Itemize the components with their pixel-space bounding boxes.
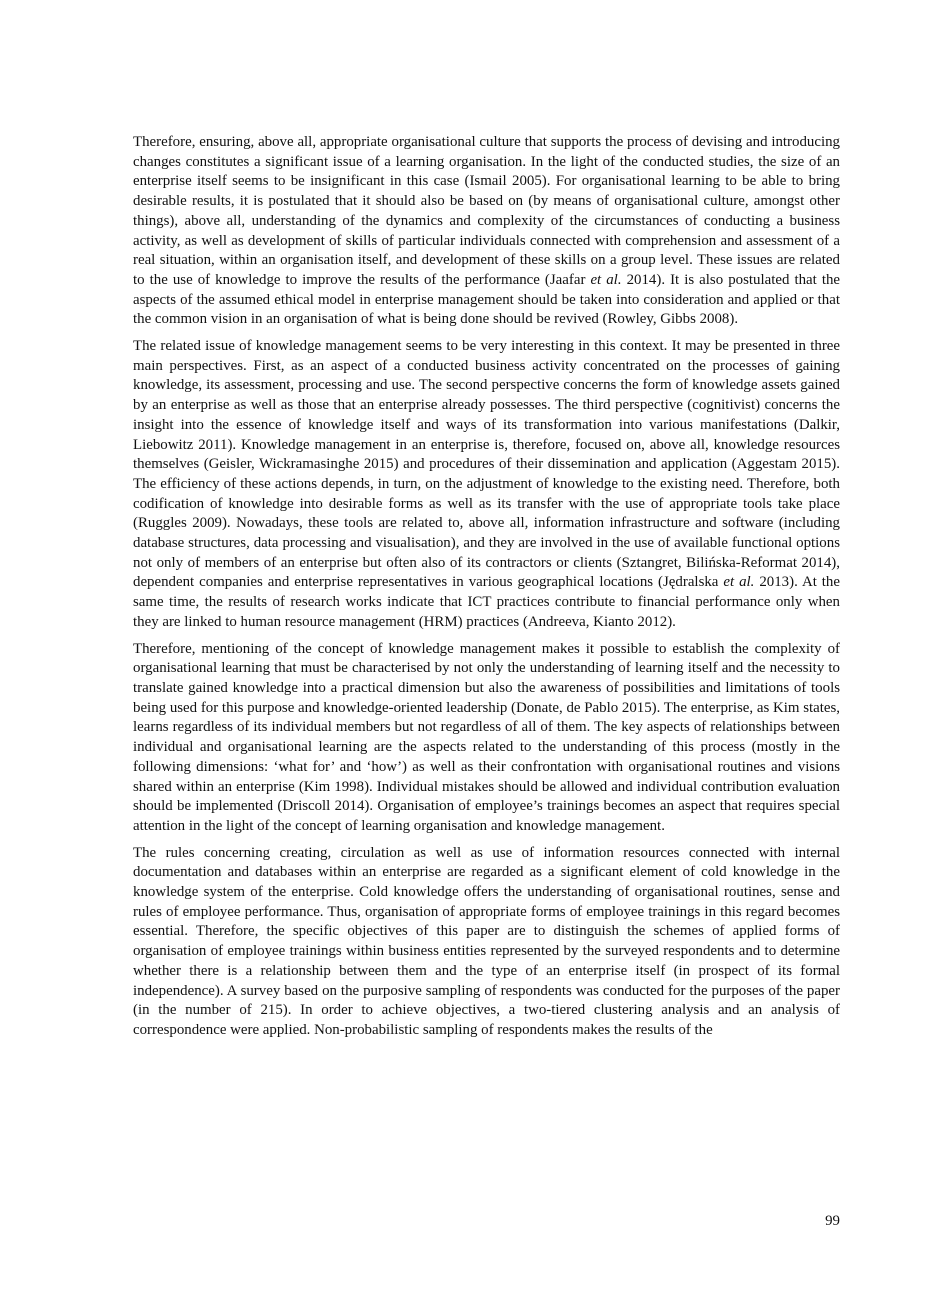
paragraph-1 — [133, 133, 840, 330]
page-body — [133, 133, 840, 1048]
page-number: 99 — [825, 1213, 840, 1229]
paragraph-1-text-b: 2014). It is also postulated that the aspects of the assumed ethical model in enterprise management should be taken into consideration and applied or that the common vision in an organisation of what is being done should be revived (Rowley, Gibbs 2008). — [133, 271, 841, 328]
paragraph-2-text-a: The related issue of knowledge management seems to be very interesting in this context. It may be presented in three main perspectives. First, as an aspect of a conducted business activity concentrated on the processes of gaining knowledge, its assessment, processing and use. The second perspective concerns the form of knowledge assets gained by an enterprise as well as those that an enterprise already possesses. The third perspective (cognitivist) concerns the insight into the essence of knowledge itself and ways of its transformation into various manifestations (Dalkir, Liebowitz 2011). Knowledge management in an enterprise is, therefore, focused on, above all, knowledge resources themselves (Geisler, Wickramasinghe 2015) and procedures of their dissemination and application (Aggestam 2015). The efficiency of these actions depends, in turn, on the adjustment of knowledge to the existing need. Therefore, both codification of knowledge into desirable forms as well as its transfer with the use of appropriate tools take place (Ruggles 2009). Nowadays, these tools are related to, above all, information infrastructure and software (including database structures, data processing and visualisation), and they are involved in the use of available functional options not only of members of an enterprise but often also of its contractors or clients (Sztangret, Bilińska-Reformat 2014), dependent companies and enterprise representatives in various geographical locations (Jędralska — [133, 338, 840, 591]
paragraph-3-text: Therefore, mentioning of the concept of knowledge management makes it possible to establish the complexity of organisational learning that must be characterised by not only the understanding of learning itself and the necessity to translate gained knowledge into a practical dimension but also the awareness of possibilities and limitations of tools being used for this purpose and knowledge-oriented leadership (Donate, de Pablo 2015). The enterprise, as Kim states, learns regardless of its individual members but not regardless of all of them. The key aspects of relationships between individual and organisational learning are the aspects related to the understanding of this process (mostly in the following dimensions: ‘what for’ and ‘how’) as well as their confrontation with organisational routines and visions shared within an enterprise (Kim 1998). Individual mistakes should be allowed and individual contribution evaluation should be implemented (Driscoll 2014). Organisation of employee’s trainings becomes an aspect that requires special attention in the light of the concept of learning organisation and knowledge management. — [133, 640, 840, 834]
paragraph-1-text-a: Therefore, ensuring, above all, appropriate organisational culture that supports the process of devising and introducing changes constitutes a significant issue of a learning organisation. In the light of the conducted studies, the size of an enterprise itself seems to be insignificant in this case (Ismail 2005). For organisational learning to be able to bring desirable results, it is postulated that it should also be based on (by means of organisational culture, amongst other things), above all, understanding of the dynamics and complexity of the circumstances of conducting a business activity, as well as development of skills of particular individuals connected with comprehension and assessment of a real situation, within an organisation itself, and development of these skills on a group level. These issues are related to the use of knowledge to improve the results of the performance (Jaafar — [133, 134, 840, 288]
paragraph-2 — [133, 337, 840, 633]
paragraph-1-italic-etal: et al. — [590, 271, 622, 288]
paragraph-4-text: The rules concerning creating, circulation as well as use of information resources connected with internal documentation and databases within an enterprise are regarded as a significant element of cold knowledge in the knowledge system of the enterprise. Cold knowledge offers the understanding of organisational routines, sense and rules of employee performance. Thus, organisation of appropriate forms of employee trainings in this regard becomes essential. Therefore, the specific objectives of this paper are to distinguish the schemes of applied forms of organisation of employee trainings within business entities represented by the surveyed respondents and to determine whether there is a relationship between them and the type of an enterprise itself (in prospect of its formal independence). A survey based on the purposive sampling of respondents was conducted for the purposes of the paper (in the number of 215). In order to achieve objectives, a two-tiered clustering analysis and an analysis of correspondence were applied. Non-probabilistic sampling of respondents makes the results of the — [133, 844, 840, 1038]
paragraph-2-italic-etal: et al. — [723, 574, 755, 591]
paragraph-2-text-b: 2013). At the same time, the results of research works indicate that ICT practices contribute to financial performance only when they are linked to human resource management (HRM) practices (Andreeva, Kianto 2012). — [133, 574, 840, 630]
paragraph-4 — [133, 844, 840, 1041]
paragraph-3 — [133, 640, 840, 837]
